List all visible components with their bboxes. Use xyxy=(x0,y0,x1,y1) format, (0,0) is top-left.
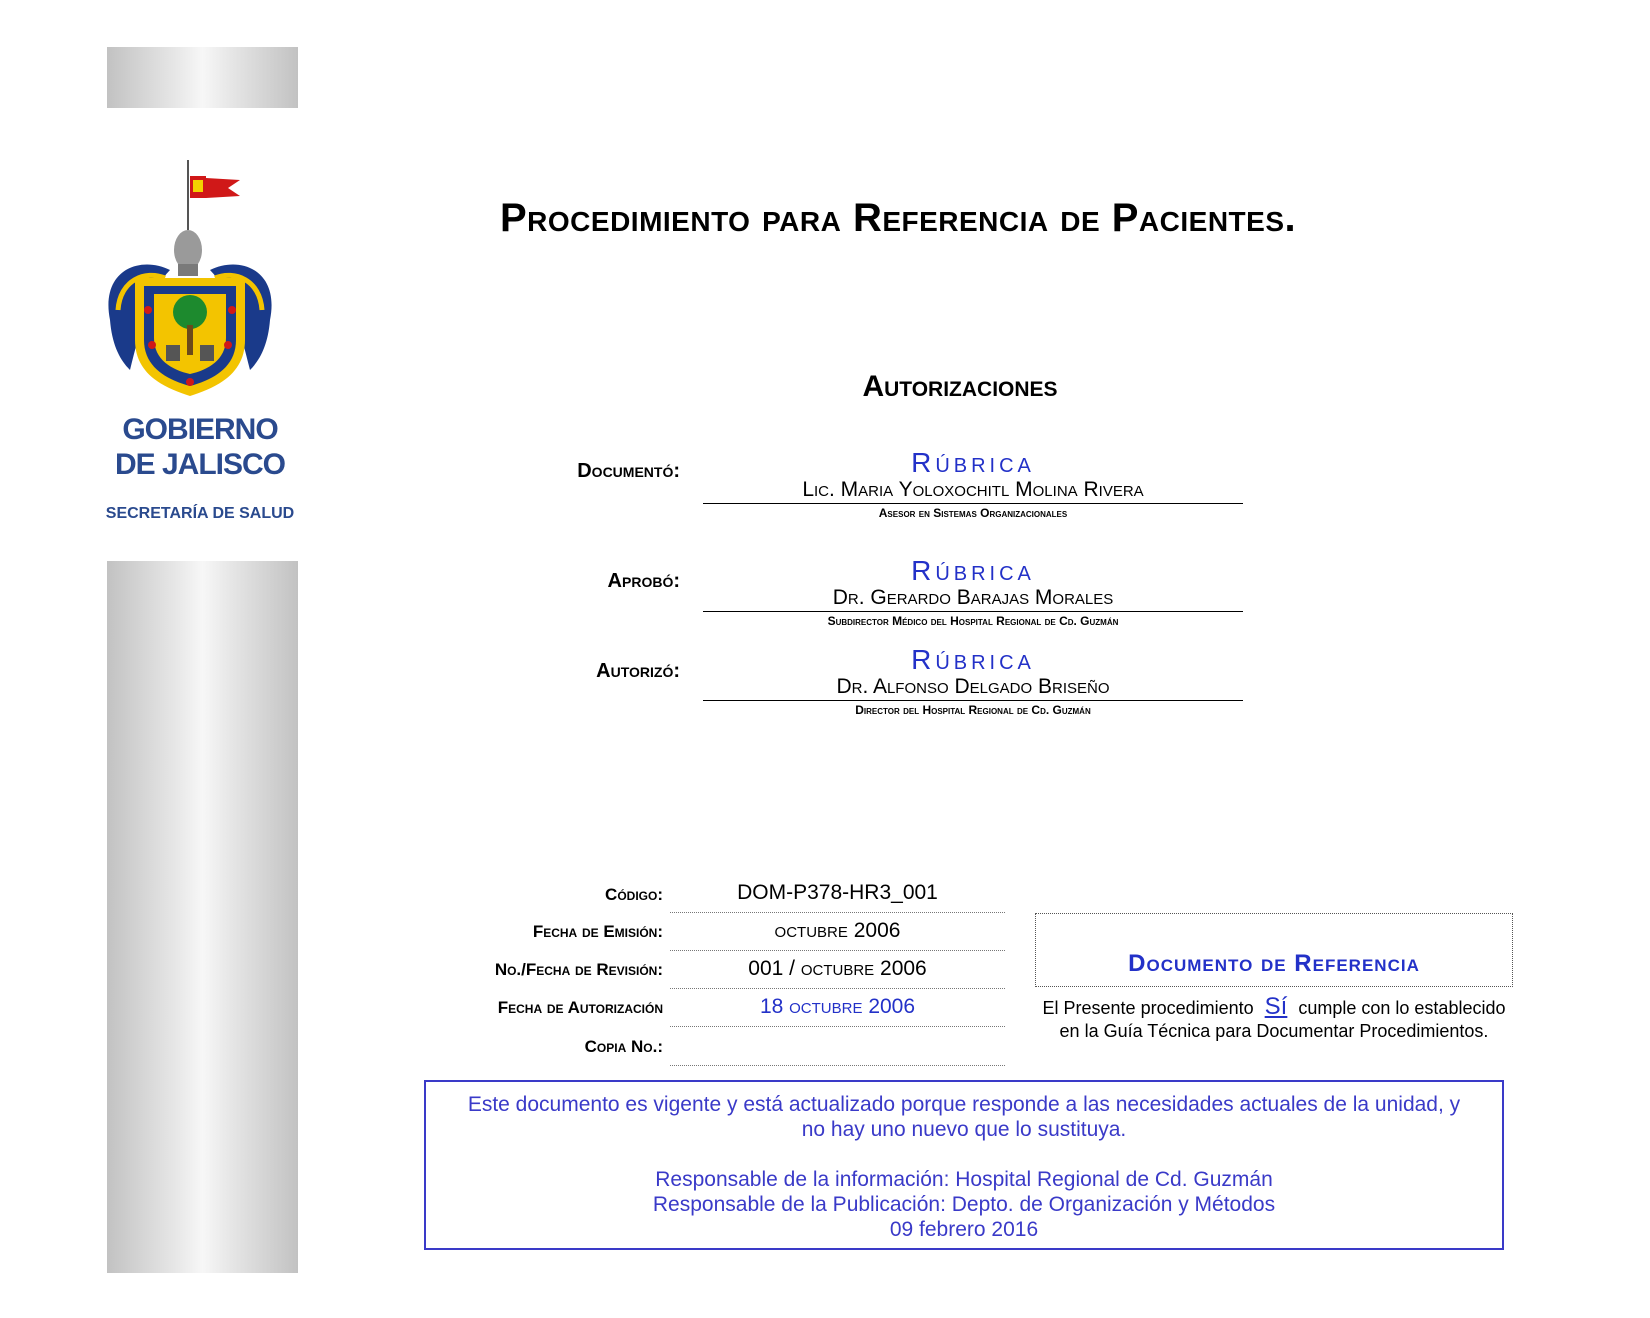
signature-label-documento: Documentó: xyxy=(577,460,680,482)
autorizacion-year: 2006 xyxy=(868,995,916,1018)
revision-label: No./Fecha de Revisión: xyxy=(494,960,663,979)
autorizacion-month: octubre xyxy=(789,995,863,1018)
document-title: Procedimiento para Referencia de Pacientes. xyxy=(500,196,1297,240)
copia-value xyxy=(670,1029,1005,1066)
rubrica-text: Rúbrica xyxy=(911,447,1035,478)
jalisco-coat-of-arms-logo xyxy=(100,160,280,405)
emision-year: 2006 xyxy=(853,919,901,942)
signature-block-autorizo xyxy=(703,645,1243,717)
notice-validity-text: Este documento es vigente y está actualizado porque responde a las necesidades actuales de la unidad, y no hay uno nuevo que lo sustituya. xyxy=(467,1093,1461,1141)
gov-line1: GOBIERNO xyxy=(122,413,278,446)
signature-label-autorizo: Autorizó: xyxy=(596,660,680,682)
reference-title: Documento de Referencia xyxy=(1128,950,1420,977)
autorizacion-value xyxy=(670,990,1005,1027)
sidebar-top-bar xyxy=(107,47,298,108)
notice-info-responsible: Responsable de la información: Hospital Regional de Cd. Guzmán xyxy=(655,1168,1273,1191)
document-subtitle: Autorizaciones xyxy=(862,370,1058,403)
reference-text-after: cumple con lo establecido en la Guía Técnica para Documentar Procedimientos. xyxy=(1059,998,1506,1041)
revision-value xyxy=(670,952,1005,989)
signature-label-aprobo: Aprobó: xyxy=(607,570,680,592)
emision-month: octubre xyxy=(774,919,848,942)
validity-notice-box xyxy=(424,1080,1504,1250)
revision-month: octubre xyxy=(800,957,875,980)
signer-name: Lic. Maria Yoloxochitl Molina Rivera xyxy=(703,478,1243,504)
codigo-value: DOM-P378-HR3_001 xyxy=(670,876,1005,913)
notice-publication-responsible: Responsable de la Publicación: Depto. de Organización y Métodos xyxy=(652,1193,1276,1216)
fecha-emision-value xyxy=(670,914,1005,951)
signature-block-aprobo xyxy=(703,556,1243,628)
autorizacion-label: Fecha de Autorización xyxy=(497,998,663,1017)
rubrica-text: Rúbrica xyxy=(911,644,1035,675)
secretaria-label: SECRETARÍA DE SALUD xyxy=(105,505,295,522)
reference-text xyxy=(1040,995,1508,1043)
autorizacion-day: 18 xyxy=(759,995,784,1018)
revision-number: 001 / xyxy=(748,957,795,980)
signature-block-documento xyxy=(703,448,1243,520)
reference-answer: Sí xyxy=(1264,993,1288,1020)
gov-line2: DE JALISCO xyxy=(114,448,286,481)
signer-role: Subdirector Médico del Hospital Regional de Cd. Guzmán xyxy=(827,614,1119,628)
reference-text-before: El Presente procedimiento xyxy=(1042,998,1254,1018)
codigo-label: Código: xyxy=(605,885,663,904)
fecha-emision-label: Fecha de Emisión: xyxy=(532,922,663,941)
sidebar-bottom-bar xyxy=(107,561,298,1273)
signer-name: Dr. Alfonso Delgado Briseño xyxy=(703,675,1243,701)
rubrica-text: Rúbrica xyxy=(911,555,1035,586)
signer-name: Dr. Gerardo Barajas Morales xyxy=(703,586,1243,612)
signer-role: Director del Hospital Regional de Cd. Guzmán xyxy=(855,703,1091,717)
notice-date: 09 febrero 2016 xyxy=(889,1218,1039,1241)
signer-role: Asesor en Sistemas Organizacionales xyxy=(878,506,1068,520)
revision-year: 2006 xyxy=(880,957,927,980)
copia-label: Copia No.: xyxy=(584,1037,663,1056)
